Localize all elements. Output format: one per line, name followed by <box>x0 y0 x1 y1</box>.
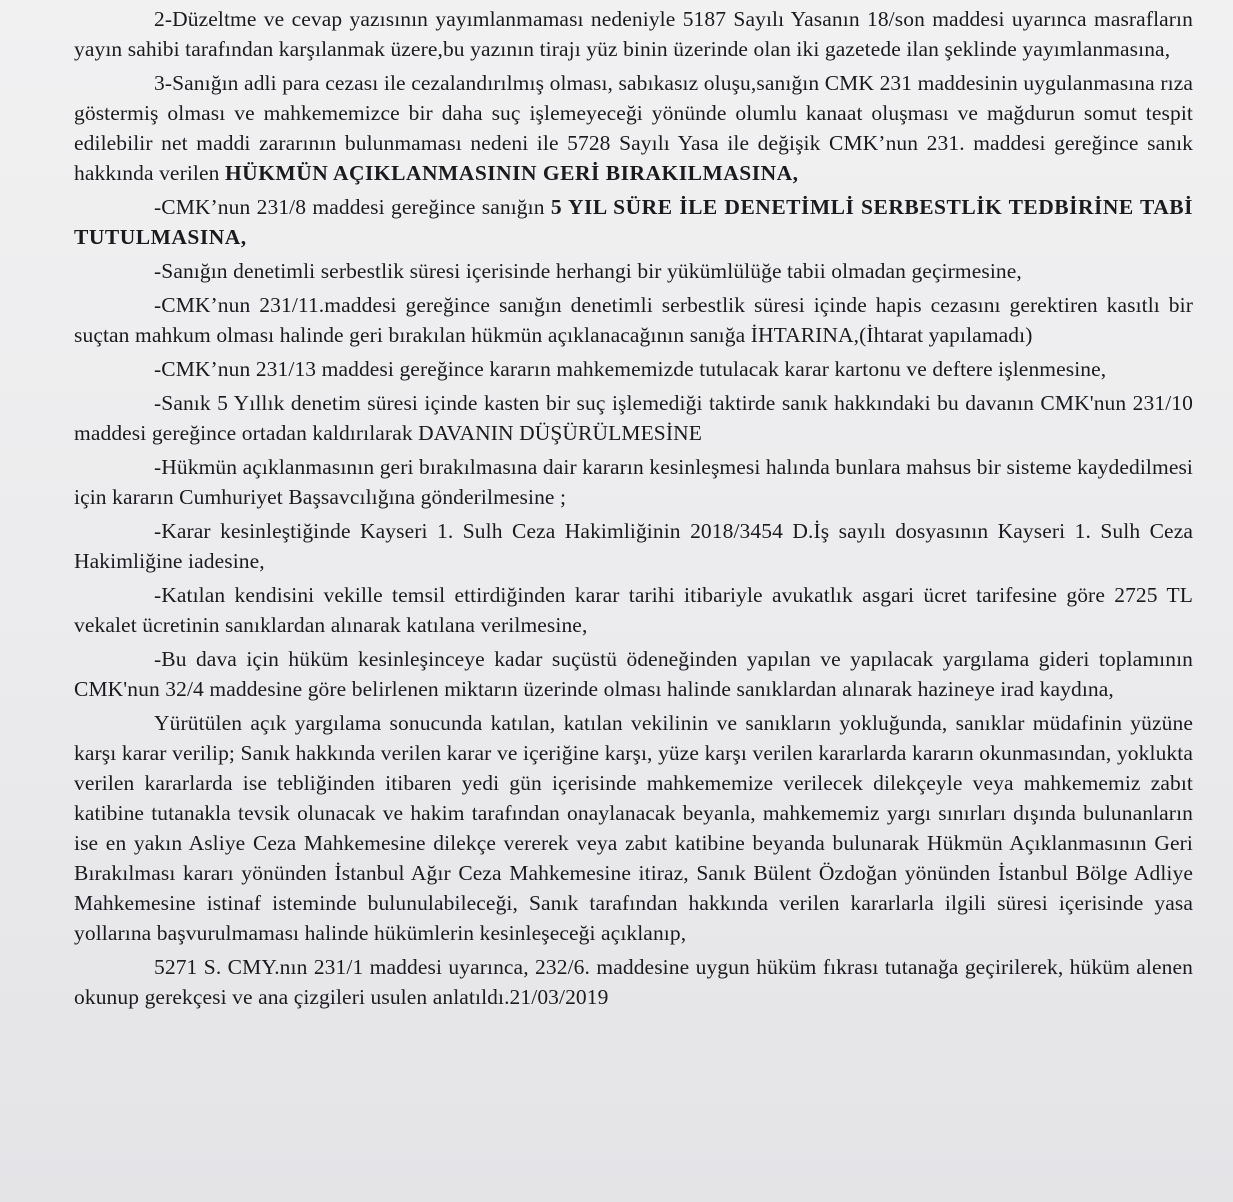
paragraph-text: -CMK’nun 231/8 maddesi gereğince sanığın <box>154 195 551 219</box>
paragraph-closing-date <box>74 952 1193 1012</box>
paragraph-text: -Sanığın denetimli serbestlik süresi içerisinde herhangi bir yükümlülüğe tabii olmadan geçirmesine, <box>154 259 1022 283</box>
paragraph-publication-order <box>74 4 1193 64</box>
paragraph-dismissal <box>74 388 1193 448</box>
paragraph-text: -Hükmün açıklanmasının geri bırakılmasına dair kararın kesinleşmesi halında bunlara mahsus bir sisteme kaydedilmesi için kararın Cumhuriyet Başsavcılığına gönderilmesine ; <box>74 455 1193 509</box>
paragraph-text: 5271 S. CMY.nın 231/1 maddesi uyarınca, 232/6. maddesine uygun hüküm fıkrası tutanağa geçirilerek, hüküm alenen okunup gerekçesi ve ana çizgileri usulen anlatıldı.21/03/2019 <box>74 955 1193 1009</box>
paragraph-trial-costs <box>74 644 1193 704</box>
paragraph-no-obligation <box>74 256 1193 286</box>
paragraph-file-return <box>74 516 1193 576</box>
paragraph-deferral-of-verdict <box>74 68 1193 188</box>
paragraph-probation-measure <box>74 192 1193 252</box>
paragraph-registry <box>74 354 1193 384</box>
paragraph-text: -Sanık 5 Yıllık denetim süresi içinde kasten bir suç işlemediği taktirde sanık hakkındaki bu davanın CMK'nun 231/10 maddesi gereğince ortadan kaldırılarak DAVANIN DÜŞÜRÜLMESİNE <box>74 391 1193 445</box>
paragraph-text: -Katılan kendisini vekille temsil ettirdiğinden karar tarihi itibariyle avukatlık asgari ücret tarifesine göre 2725 TL vekalet ücretinin sanıklardan alınarak katılana verilmesine, <box>74 583 1193 637</box>
paragraph-prosecutor-notice <box>74 452 1193 512</box>
paragraph-text: 3-Sanığın adli para cezası ile cezalandırılmış olması, sabıkasız oluşu,sanığın CMK 231 maddesinin uygulanmasına rıza göstermiş olması ve mahkememizce bir daha suç işlemeyeceği yönünde olumlu kanaat oluşması ve mağdurun somut tespit edilebilir net maddi zararının bulunmaması nedeni ile 5728 Sayılı Yasa ile değişik CMK’nun 231. maddesi gereğince sanık hakkında verilen <box>74 71 1193 185</box>
paragraph-text: -CMK’nun 231/11.maddesi gereğince sanığın denetimli serbestlik süresi içinde hapis cezasını gerektiren kasıtlı bir suçtan mahkum olması halinde geri bırakılan hükmün açıklanacağının sanığa İHTARINA,(İhtarat yapılamadı) <box>74 293 1193 347</box>
paragraph-text: Yürütülen açık yargılama sonucunda katılan, katılan vekilinin ve sanıkların yokluğunda, sanıklar müdafinin yüzüne karşı karar verilip; Sanık hakkında verilen karar ve içeriğine karşı, yüze karşı verilen kararlarda kararın okunmasından, yoklukta verilen kararlarda ise tebliğinden itibaren yedi gün içerisinde mahkememize verilecek dilekçeyle veya mahkememiz zabıt katibine tutanakla tevsik olunacak ve hakim tarafından onaylanacak beyanla, mahkememiz yargı sınırları dışında bulunanların ise en yakın Asliye Ceza Mahkemesine dilekçe vererek veya zabıt katibine beyanda bulunarak Hükmün Açıklanmasının Geri Bırakılması kararı yönünden İstanbul Ağır Ceza Mahkemesine itiraz, Sanık Bülent Özdoğan yönünden İstanbul Bölge Adliye Mahkemesine istinaf isteminde bulunulabileceği, Sanık tarafından hakkında verilen kararlarla ilgili süresi içerisinde yasa yollarına başvurulmaması halinde hükümlerin kesinleşeceği açıklanıp, <box>74 711 1193 945</box>
paragraph-text: -Bu dava için hüküm kesinleşinceye kadar suçüstü ödeneğinden yapılan ve yapılacak yargılama gideri toplamının CMK'nun 32/4 maddesine göre belirlenen miktarın üzerinde olması halinde sanıklardan alınarak hazineye irad kaydına, <box>74 647 1193 701</box>
paragraph-text: -CMK’nun 231/13 maddesi gereğince kararın mahkememizde tutulacak karar kartonu ve deftere işlenmesine, <box>154 357 1107 381</box>
bold-ruling-text: HÜKMÜN AÇIKLANMASININ GERİ BIRAKILMASINA, <box>224 161 799 185</box>
paragraph-appeal-rights <box>74 708 1193 948</box>
paragraph-attorney-fee <box>74 580 1193 640</box>
paragraph-text: -Karar kesinleştiğinde Kayseri 1. Sulh Ceza Hakimliğinin 2018/3454 D.İş sayılı dosyasının Kayseri 1. Sulh Ceza Hakimliğine iadesine, <box>74 519 1193 573</box>
paragraph-warning <box>74 290 1193 350</box>
bold-ruling-text: 5 YIL SÜRE İLE DENETİMLİ SERBESTLİK TEDBİRİNE TABİ TUTULMASINA, <box>74 195 1194 249</box>
paragraph-text: 2-Düzeltme ve cevap yazısının yayımlanmaması nedeniyle 5187 Sayılı Yasanın 18/son maddesi uyarınca masrafların yayın sahibi tarafından karşılanmak üzere,bu yazının tirajı yüz binin üzerinde olan iki gazetede ilan şeklinde yayımlanmasına, <box>74 7 1193 61</box>
